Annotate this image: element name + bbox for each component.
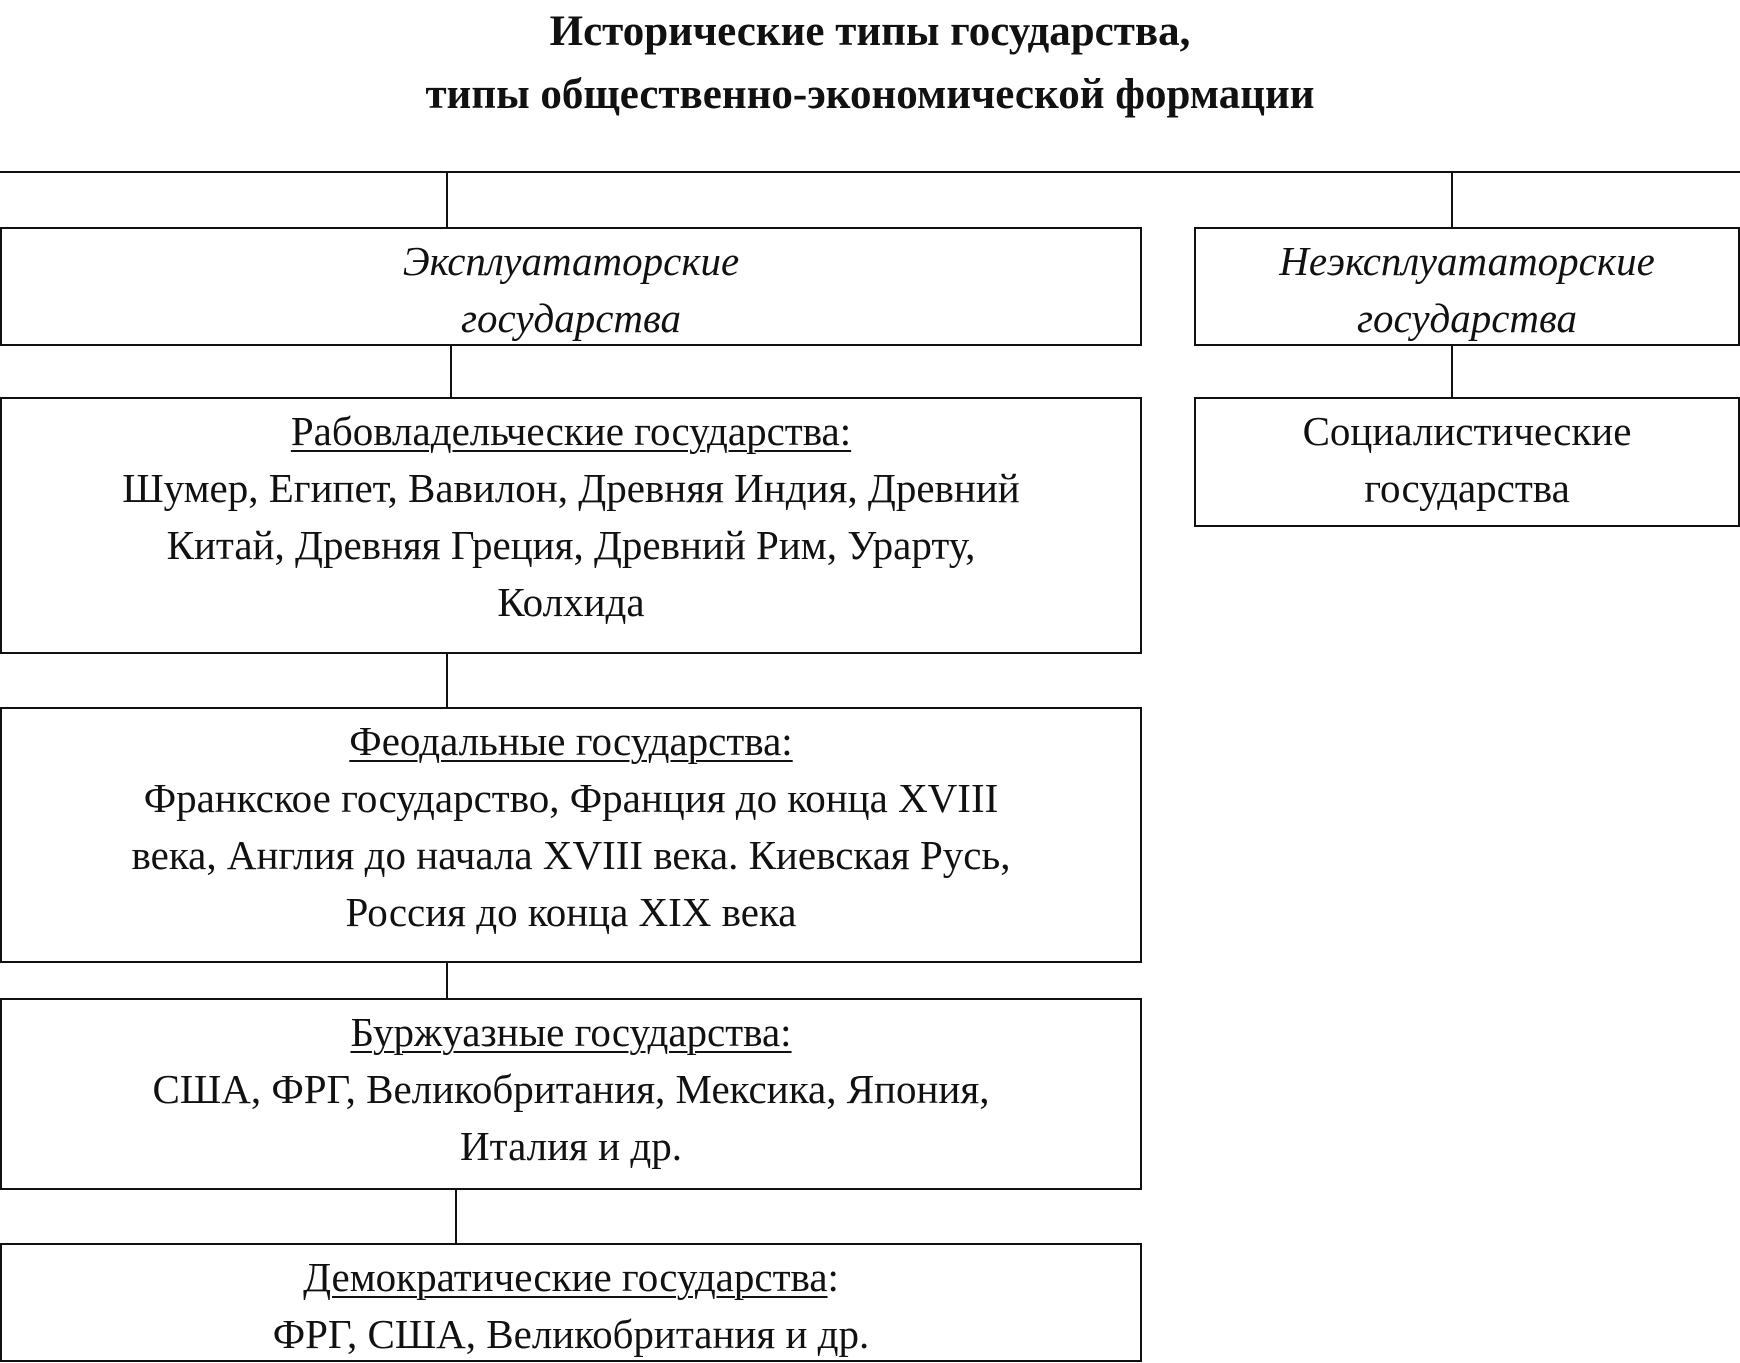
socialist-line-2: государства (1364, 465, 1570, 511)
connector-to-exploitative (446, 172, 448, 228)
socialist-line-1: Социалистические (1302, 408, 1632, 454)
slave-owning-line-2: Китай, Древняя Греция, Древний Рим, Урарту, (166, 522, 976, 568)
diagram-title (0, 0, 1740, 126)
democratic-line-1: ФРГ, США, Великобритания и др. (272, 1311, 870, 1357)
non-exploitative-line-1: Неэксплуататорские (1279, 238, 1655, 284)
connector-feudal-to-bourgeois (446, 962, 448, 999)
connector-non-exploitative-to-socialist (1451, 345, 1453, 398)
exploitative-line-2: государства (460, 295, 682, 341)
connector-bourgeois-to-democratic (455, 1189, 457, 1244)
feudal-line-1: Франкское государство, Франция до конца XVIII (143, 775, 999, 821)
bourgeois-line-1: США, ФРГ, Великобритания, Мексика, Япония, (152, 1066, 990, 1112)
democratic-heading-colon: : (827, 1254, 839, 1300)
democratic-heading: Демократические государства (303, 1254, 828, 1300)
democratic-states-box (0, 1243, 1142, 1362)
slave-owning-line-3: Колхида (497, 579, 645, 625)
bourgeois-line-2: Италия и др. (460, 1123, 682, 1169)
bourgeois-heading: Буржуазные государства: (350, 1009, 792, 1055)
feudal-line-3: Россия до конца XIX века (345, 889, 797, 935)
connector-exploitative-to-slave (450, 345, 452, 398)
feudal-states-box (0, 707, 1142, 963)
feudal-heading: Феодальные государства: (349, 718, 793, 764)
slave-owning-states-box (0, 397, 1142, 654)
top-horizontal-connector (0, 171, 1740, 173)
connector-slave-to-feudal (446, 653, 448, 708)
feudal-line-2: века, Англия до начала XVIII века. Киевская Русь, (131, 832, 1011, 878)
exploitative-line-1: Эксплуататорские (402, 238, 740, 284)
non-exploitative-states-box (1194, 227, 1740, 346)
slave-owning-heading: Рабовладельческие государства: (290, 408, 852, 454)
slave-owning-line-1: Шумер, Египет, Вавилон, Древняя Индия, Древний (122, 465, 1020, 511)
title-line-1: Исторические типы государства, (549, 8, 1191, 55)
non-exploitative-line-2: государства (1356, 295, 1578, 341)
exploitative-states-box (0, 227, 1142, 346)
bourgeois-states-box (0, 998, 1142, 1190)
socialist-states-box (1194, 397, 1740, 527)
connector-to-non-exploitative (1451, 172, 1453, 228)
title-line-2: типы общественно-экономической формации (425, 71, 1315, 118)
